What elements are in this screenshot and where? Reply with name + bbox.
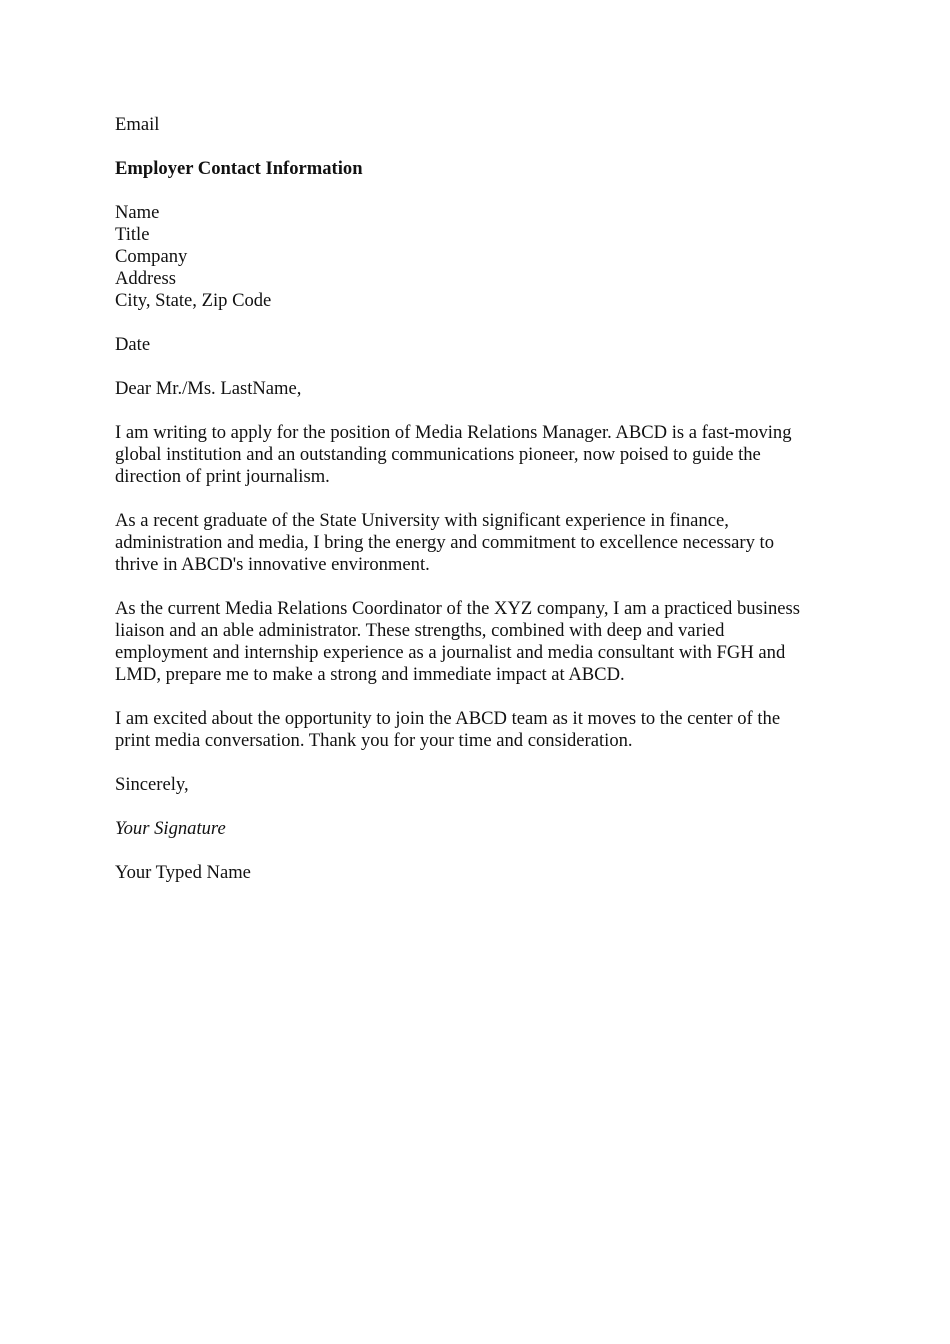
employer-address: Address	[115, 268, 176, 289]
paragraph-line: LMD, prepare me to make a strong and immediate impact at ABCD.	[115, 664, 625, 685]
body-paragraph-4	[115, 708, 835, 752]
employer-company: Company	[115, 246, 188, 267]
paragraph-line: I am excited about the opportunity to join the ABCD team as it moves to the center of the	[115, 708, 781, 729]
salutation: Dear Mr./Ms. LastName,	[115, 378, 302, 399]
letter-date: Date	[115, 334, 151, 355]
closing: Sincerely,	[115, 774, 189, 795]
paragraph-line: direction of print journalism.	[115, 466, 330, 487]
salutation-block	[115, 378, 835, 400]
employer-contact-heading: Employer Contact Information	[115, 158, 363, 179]
paragraph-line: administration and media, I bring the energy and commitment to excellence necessary to	[115, 532, 774, 553]
paragraph-line: As a recent graduate of the State University with significant experience in finance,	[115, 510, 729, 531]
typed-name-block	[115, 862, 835, 884]
signature-block	[115, 818, 835, 840]
body-paragraph-1	[115, 422, 835, 488]
body-paragraph-2	[115, 510, 835, 576]
employer-city-state-zip: City, State, Zip Code	[115, 290, 272, 311]
paragraph-line: global institution and an outstanding communications pioneer, now poised to guide the	[115, 444, 761, 465]
sender-email-block	[115, 114, 835, 136]
signature: Your Signature	[115, 818, 226, 839]
paragraph-line: I am writing to apply for the position of Media Relations Manager. ABCD is a fast-moving	[115, 422, 792, 443]
employer-name: Name	[115, 202, 160, 223]
paragraph-line: As the current Media Relations Coordinator of the XYZ company, I am a practiced business	[115, 598, 801, 619]
closing-block	[115, 774, 835, 796]
paragraph-line: employment and internship experience as a journalist and media consultant with FGH and	[115, 642, 786, 663]
paragraph-line: thrive in ABCD's innovative environment.	[115, 554, 430, 575]
paragraph-line: liaison and an able administrator. These strengths, combined with deep and varied	[115, 620, 725, 641]
body-paragraph-3	[115, 598, 835, 686]
employer-address-block	[115, 202, 835, 312]
employer-title: Title	[115, 224, 150, 245]
sender-email: Email	[115, 114, 160, 135]
employer-heading-block	[115, 158, 835, 180]
paragraph-line: print media conversation. Thank you for your time and consideration.	[115, 730, 633, 751]
typed-name: Your Typed Name	[115, 862, 251, 883]
date-block	[115, 334, 835, 356]
cover-letter	[115, 114, 835, 906]
